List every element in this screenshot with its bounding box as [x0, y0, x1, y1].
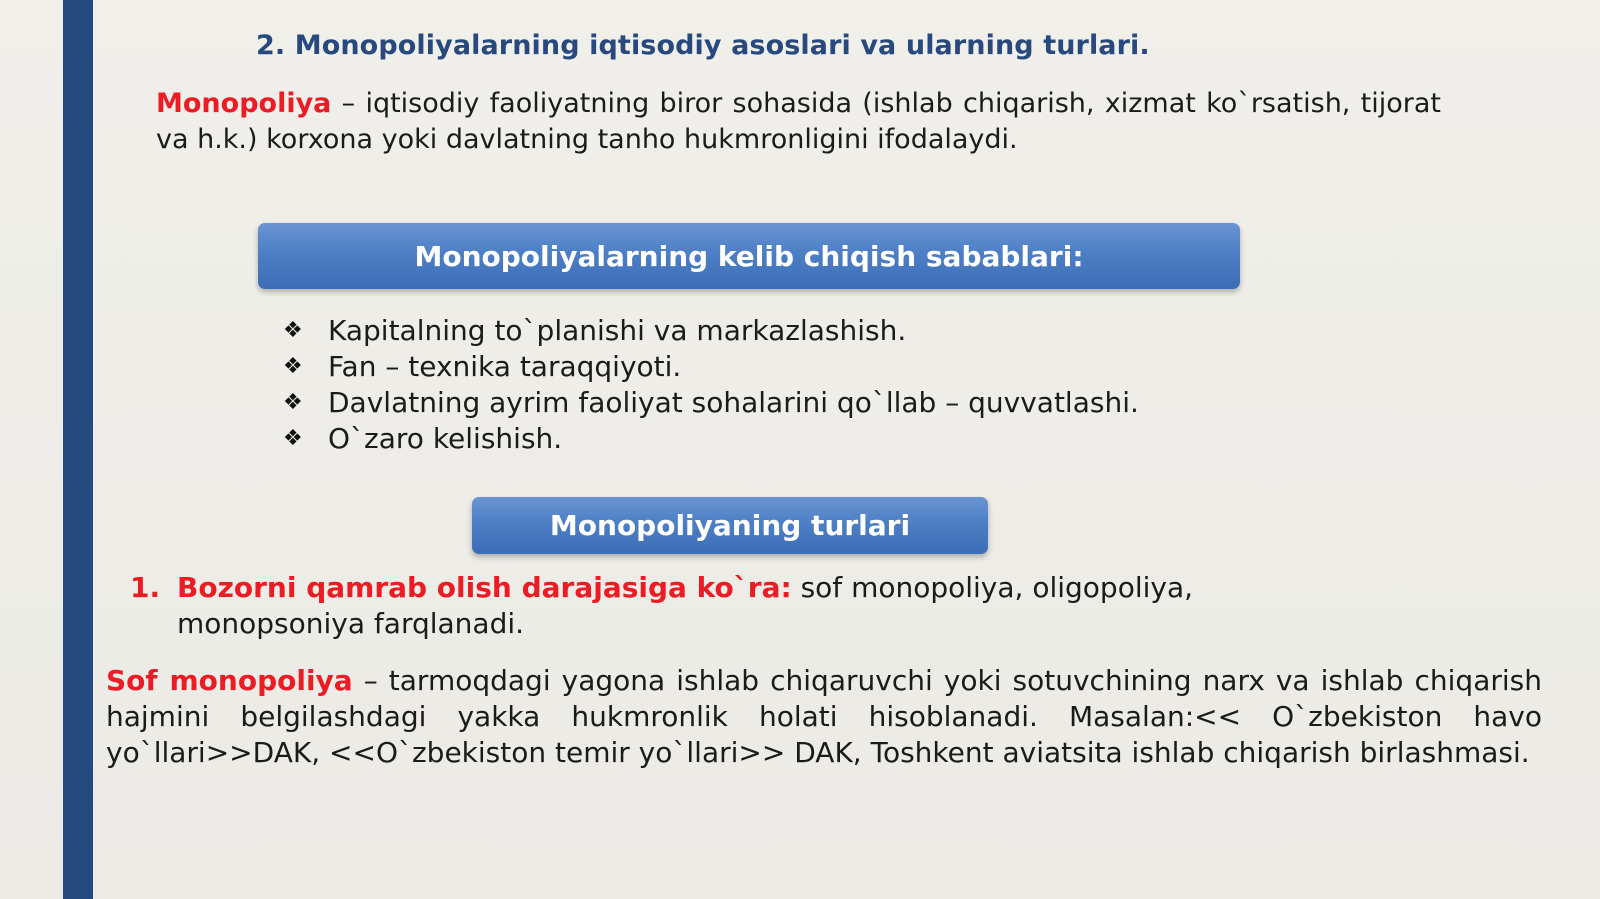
diamond-bullet-icon: ❖ [283, 318, 303, 343]
slide-heading: 2. Monopoliyalarning iqtisodiy asoslari va ularning turlari. [256, 30, 1150, 61]
list-item [283, 313, 1139, 349]
sof-monopoliya-paragraph [106, 663, 1542, 771]
sof-monopoliya-term: Sof monopoliya [106, 664, 353, 697]
list-item [283, 421, 1139, 457]
reasons-list [283, 313, 1139, 457]
types-list-item [130, 570, 1380, 642]
diamond-bullet-icon: ❖ [283, 390, 303, 415]
definition-term: Monopoliya [156, 88, 332, 119]
list-item [283, 349, 1139, 385]
diamond-bullet-icon: ❖ [283, 354, 303, 379]
list-item-text: O`zaro kelishish. [328, 422, 563, 455]
reasons-banner: Monopoliyalarning kelib chiqish sabablari: [258, 223, 1240, 289]
sof-monopoliya-text: – tarmoqdagi yagona ishlab chiqaruvchi yoki sotuvchining narx va ishlab chiqarish hajmini belgilashdagi yakka hukmronlik holati hisoblanadi. Masalan:<< O`zbekiston havo yo`llari>>DAK, <<O`zbekiston temir yo`llari>> DAK, Toshkent aviatsita ishlab chiqarish birlashmasi. [106, 664, 1542, 769]
left-accent-bar [63, 0, 93, 899]
list-item [283, 385, 1139, 421]
types-item-body [177, 570, 1380, 642]
list-item-text: Fan – texnika taraqqiyoti. [328, 350, 682, 383]
types-banner: Monopoliyaning turlari [472, 497, 988, 554]
monopoliya-definition [156, 86, 1441, 158]
definition-text: – iqtisodiy faoliyatning biror sohasida (ishlab chiqarish, xizmat ko`rsatish, tijorat va h.k.) korxona yoki davlatning tanho hukmronligini ifodalaydi. [156, 88, 1441, 155]
list-item-text: Kapitalning to`planishi va markazlashish. [328, 314, 907, 347]
diamond-bullet-icon: ❖ [283, 426, 303, 451]
types-item-term: Bozorni qamrab olish darajasiga ko`ra: [177, 571, 792, 604]
types-item-text: sof monopoliya, oligopoliya, monopsoniya farqlanadi. [177, 571, 1194, 640]
list-item-text: Davlatning ayrim faoliyat sohalarini qo`llab – quvvatlashi. [328, 386, 1139, 419]
types-item-number: 1. [130, 571, 161, 604]
